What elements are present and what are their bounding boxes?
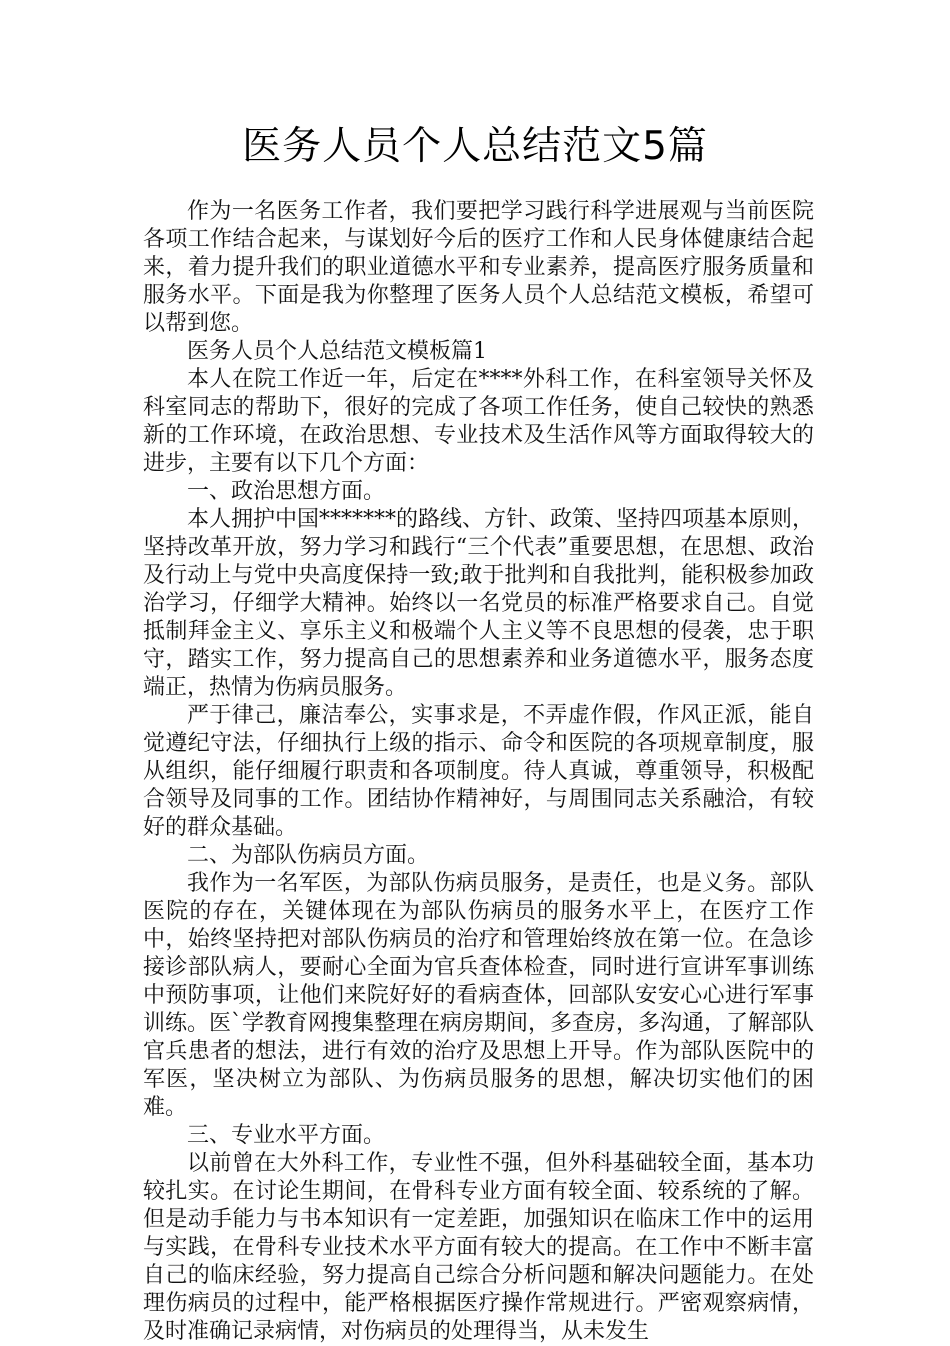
body-paragraph: 我作为一名军医，为部队伤病员服务，是责任，也是义务。部队医院的存在，关键体现在为部队伤病员的服务水平上，在医疗工作中，始终坚持把对部队伤病员的治疗和管理始终放在第一位。在急诊接诊部队病人，要耐心全面为官兵查体检查，同时进行宣讲军事训练中预防事项，让他们来院好好的看病查体，回部队安安心心进行军事训练。医`学教育网搜集整理在病房期间，多查房，多沟通，了解部队官兵患者的想法，进行有效的治疗及思想上开导。作为部队医院中的军医，坚决树立为部队、为伤病员服务的思想，解决切实他们的困难。 (143, 871, 815, 1120)
subheading-political: 一、政治思想方面。 (187, 479, 386, 504)
body-paragraph: 以前曾在大外科工作，专业性不强，但外科基础较全面，基本功较扎实。在讨论生期间，在骨科专业方面有较全面、较系统的了解。但是动手能力与书本知识有一定差距，加强知识在临床工作中的运用与实践，在骨科专业技术水平方面有较大的提高。在工作中不断丰富自己的临床经验，努力提高自己综合分析问题和解决问题能力。在处理伤病员的过程中，能严格根据医疗操作常规进行。严密观察病情，及时准确记录病情，对伤病员的处理得当，从未发生 (143, 1151, 814, 1344)
document-title: 医务人员个人总结范文5篇 (242, 124, 708, 169)
body-paragraph: 严于律己，廉洁奉公，实事求是，不弄虚作假，作风正派，能自觉遵纪守法，仔细执行上级的指示、命令和医院的各项规章制度，服从组织，能仔细履行职责和各项制度。待人真诚，尊重领导，积极配合领导及同事的工作。团结协作精神好，与周围同志关系融洽，有较好的群众基础。 (143, 703, 814, 840)
intro-paragraph: 作为一名医务工作者，我们要把学习践行科学进展观与当前医院各项工作结合起来，与谋划好今后的医疗工作和人民身体健康结合起来，着力提升我们的职业道德水平和专业素养，提高医疗服务质量和服务水平。下面是我为你整理了医务人员个人总结范文模板，希望可以帮到您。 (143, 199, 814, 336)
document-body (143, 198, 814, 1346)
subheading-professional: 三、专业水平方面。 (187, 1123, 386, 1148)
body-paragraph: 本人在院工作近一年，后定在****外科工作，在科室领导关怀及科室同志的帮助下，很好的完成了各项工作任务，使自己较快的熟悉新的工作环境，在政治思想、专业技术及生活作风等方面取得较大的进步，主要有以下几个方面： (143, 367, 814, 476)
subheading-troops: 二、为部队伤病员方面。 (187, 843, 430, 868)
section-heading-part-1: 医务人员个人总结范文模板篇1 (187, 339, 487, 364)
body-paragraph: 本人拥护中国*******的路线、方针、政策、坚持四项基本原则，坚持改革开放，努力学习和践行“三个代表”重要思想，在思想、政治及行动上与党中央高度保持一致;敢于批判和自我批判，能积极参加政治学习，仔细学大精神。始终以一名党员的标准严格要求自己。自觉抵制拜金主义、享乐主义和极端个人主义等不良思想的侵袭，忠于职守，踏实工作，努力提高自己的思想素养和业务道德水平，服务态度端正，热情为伤病员服务。 (143, 507, 815, 700)
